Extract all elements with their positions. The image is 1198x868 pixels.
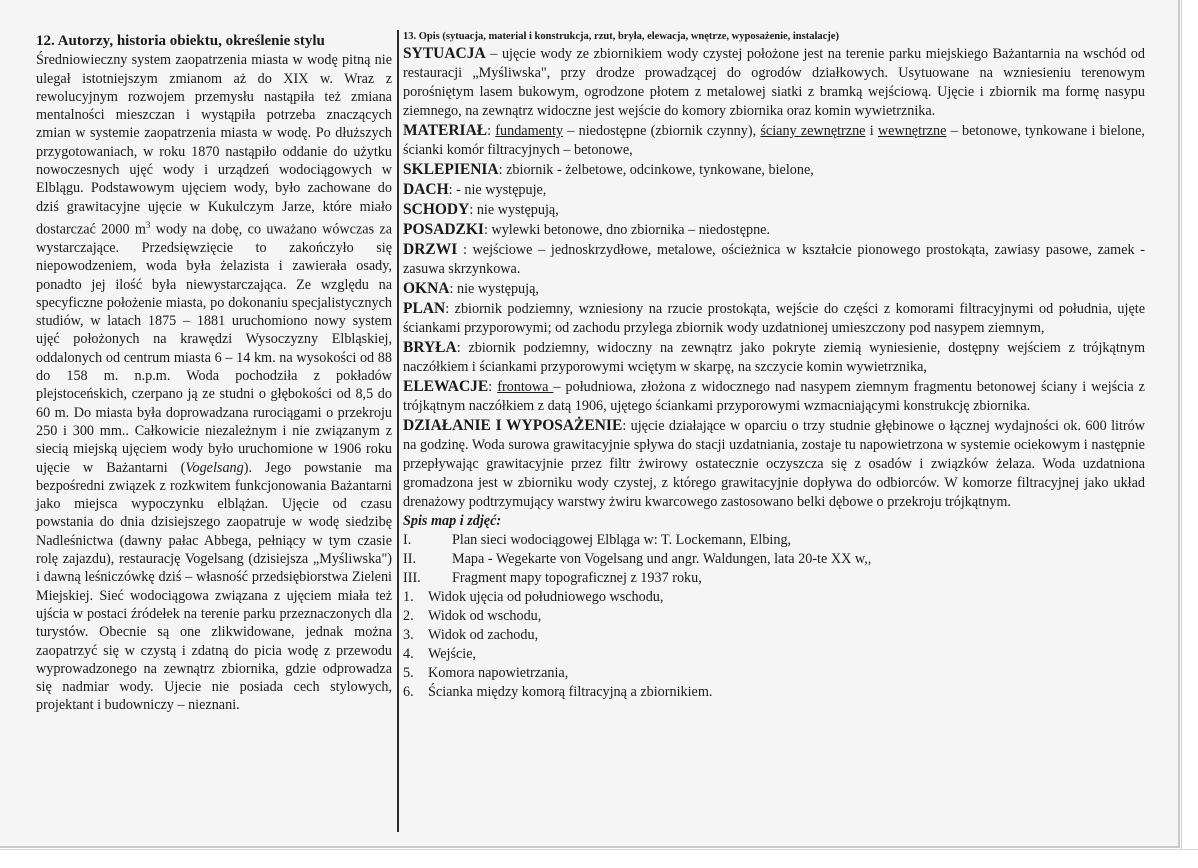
description-column <box>403 30 1145 702</box>
material-sciany-zewnetrzne: ściany zewnętrzne <box>760 123 866 139</box>
list-item <box>403 607 1145 626</box>
list-text: Plan sieci wodociągowej Elbląga w: T. Lockemann, Elbing, <box>452 532 792 548</box>
elewacje-frontowa: frontowa <box>497 379 554 395</box>
history-paragraph-part-2: wody na dobę, co uważano wówczas za wystarczające. Przedsięwzięcie to zakończyło się niepowodzeniem, woda była żelazista i zawierała osady, ponadto jej ilość była niewystarczająca. Ze względu na specyficzne położenie miasta, po dokonaniu specjalistycznych studiów, w latach 1875 – 1881 uruchomiono nowy system ujęć położonych na krawędzi Wysoczyzny Elbląskiej, oddalonych od centrum miasta 6 – 14 km. na wysokości od 88 do 158 m. n.p.m. Woda pochodziła z pokładów plejstoceńskich, czerpano ją ze studni o głębokości od 8,5 do 60 m. Do miasta była doprowadzana rurociągami o przekroju 250 i 300 mm.. Całkowicie niezależnym i nie związanym z siecią miejską ujęciem wody było uruchomione w 1906 roku ujęcie w Bażantarni ( <box>36 221 392 476</box>
list-text: Mapa - Wegekarte von Vogelsang und angr. Waldungen, lata 20-te XX w,, <box>452 551 872 567</box>
entry-material <box>403 121 1145 160</box>
entry-plan <box>403 299 1145 338</box>
list-number: 6. <box>403 684 414 700</box>
list-item <box>403 550 1145 569</box>
list-number: 2. <box>403 608 414 624</box>
label-dach: DACH <box>403 181 449 198</box>
material-text-1: – niedostępne (zbiornik czynny), <box>563 123 761 139</box>
list-item <box>403 588 1145 607</box>
scan-edge-right <box>1181 0 1198 867</box>
entry-sklepienia <box>403 160 1145 180</box>
text-okna: : nie występują, <box>449 281 539 297</box>
column-divider <box>397 30 399 832</box>
entry-bryla <box>403 338 1145 377</box>
material-text-3: – betonowe, tynkowane i bielone, ścianki komór filtracyjnych – betonowe, <box>403 123 1145 158</box>
entry-schody <box>403 200 1145 220</box>
list-number: III. <box>403 570 421 586</box>
list-text: Widok ujęcia od południowego wschodu, <box>428 589 664 605</box>
text-drzwi: : wejściowe – jednoskrzydłowe, metalowe, ościeżnica w kształcie pionowego prostokąta, zawiasy pasowe, zamek - zasuwa skrzynkowa. <box>403 242 1145 277</box>
list-text: Ścianka między komorą filtracyjną a zbiornikiem. <box>428 684 713 700</box>
text-plan: : zbiornik podziemny, wzniesiony na rzucie prostokąta, wejście do części z komorami filtracyjnymi od południa, ujęte ściankami przyporowymi; od zachodu przylega zbiornik wody uzdatnionej umieszczony pod nasypem ziemnym, <box>403 301 1145 336</box>
history-section-title: 12. Autorzy, historia obiektu, określenie stylu <box>36 33 325 49</box>
vogelsang-italic: Vogelsang <box>185 459 244 476</box>
text-posadzki: : wylewki betonowe, dno zbiornika – niedostępne. <box>483 222 771 238</box>
elewacje-separator: : <box>488 379 498 395</box>
text-schody: : nie występują, <box>469 202 559 218</box>
label-dzialanie: DZIAŁANIE I WYPOSAŻENIE <box>403 417 623 434</box>
label-drzwi: DRZWI <box>403 241 458 258</box>
photos-list <box>403 588 1145 702</box>
history-text <box>36 51 392 714</box>
list-text: Widok od wschodu, <box>428 608 542 624</box>
entry-elewacje <box>403 377 1145 416</box>
list-text: Komora napowietrzania, <box>428 665 569 681</box>
entry-okna <box>403 279 1145 299</box>
list-number: 4. <box>403 646 414 662</box>
scan-edge-bottom <box>0 849 1198 868</box>
label-elewacje: ELEWACJE <box>403 378 489 395</box>
list-text: Widok od zachodu, <box>428 627 539 643</box>
history-column <box>36 32 392 715</box>
spis-map-title: Spis map i zdjęć: <box>403 513 502 529</box>
material-wewnetrzne: wewnętrzne <box>877 123 947 139</box>
text-dach: : - nie występuje, <box>448 182 547 198</box>
text-sklepienia: : zbiornik - żelbetowe, odcinkowe, tynkowane, bielone, <box>498 162 814 178</box>
label-plan: PLAN <box>403 300 446 317</box>
label-material: MATERIAŁ <box>403 122 488 139</box>
material-text-2: i <box>865 123 878 139</box>
list-number: II. <box>403 551 416 567</box>
list-text: Wejście, <box>428 646 477 662</box>
entry-posadzki <box>403 220 1145 240</box>
cubic-superscript: 3 <box>145 219 151 230</box>
entry-dach <box>403 180 1145 200</box>
entry-drzwi <box>403 240 1145 279</box>
list-item <box>403 569 1145 588</box>
history-paragraph-part-1: Średniowieczny system zaopatrzenia miasta w wodę pitną nie ulegał istotniejszym zmianom aż do XIX w. Wraz z rewolucyjnym rozwojem przemysłu nastąpiła też zmiana mentalności mieszczan i wystąpiła potrzeba znaczących zmian w systemie zaopatrzenia miasta w wodę. Po dłuższych przygotowaniach, w roku 1870 nastąpiło oddanie do użytku nowoczesnych ujęć wody i urządzeń wodociągowych w Elblągu. Podstawowym ujęciem wody, było zachowane do dziś grawitacyjne ujęcie w Kukulczym Jarze, które miało dostarczać 2000 m <box>36 52 392 238</box>
text-bryla: : zbiornik podziemny, widoczny na zewnątrz jako pokryte ziemią wyniesienie, dostępny wejściem z trójkątnym naczółkiem i ściankami przyporowymi wciętym w skarpę, na szczycie komin wywietrznika, <box>403 340 1145 375</box>
list-item <box>403 683 1145 702</box>
maps-list <box>403 531 1145 588</box>
list-item <box>403 664 1145 683</box>
list-number: 3. <box>403 627 414 643</box>
text-dzialanie: : ujęcie działające w oparciu o trzy studnie głębinowe o łącznej wydajności ok. 600 litrów na godzinę. Woda surowa grawitacyjnie spływa do stacji uzdatniania, zostaje tu napowietrzona w systemie ociekowym i następnie przepływając grawitacyjnie przez filtr żwirowy ostatecznie oczyszcza się z osadów i związków żelaza. Woda uzdatniona gromadzona jest w zbiorniku wody czystej, z którego grawitacyjnie dopływa do odbiorców. W komorze filtracyjnej jako układ drenażowy podtrzymujący warstwy żwiru kwarcowego zastosowano belki dębowe o przekroju trójkątnym. <box>403 418 1145 510</box>
entry-sytuacja <box>403 44 1145 121</box>
label-sklepienia: SKLEPIENIA <box>403 161 499 178</box>
list-item <box>403 626 1145 645</box>
list-text: Fragment mapy topograficznej z 1937 roku, <box>452 570 702 586</box>
material-fundamenty: fundamenty <box>495 123 564 139</box>
label-sytuacja: SYTUACJA <box>403 45 486 62</box>
list-item <box>403 645 1145 664</box>
label-okna: OKNA <box>403 280 450 297</box>
label-schody: SCHODY <box>403 201 470 218</box>
entry-dzialanie <box>403 416 1145 512</box>
text-sytuacja: – ujęcie wody ze zbiornikiem wody czystej położone jest na terenie parku miejskiego Bażantarnia na wschód od restauracji „Myśliwska", przy drodze prowadzącej do ogrodów działkowych. Usytuowane na wzniesieniu terenowym porośniętym lasem bukowym, ogrodzone płotem z metalowej siatki z bramką wejściową. Ujęcie i zbiornik ma formę nasypu ziemnego, na zewnątrz widoczne jest wejście do komory zbiornika oraz komin wywietrznika. <box>403 46 1145 119</box>
list-number: 1. <box>403 589 414 605</box>
description-section-title: 13. Opis (sytuacja, materiał i konstrukcja, rzut, bryła, elewacja, wnętrze, wyposażenie, instalacje) <box>403 31 839 42</box>
label-bryla: BRYŁA <box>403 339 457 356</box>
list-number: I. <box>403 532 412 548</box>
history-paragraph-part-3: ). Jego powstanie ma bezpośredni związek z rozkwitem funkcjonowania Bażantarni jako miejsca wypoczynku elblążan. Ujęcie od czasu powstania do dnia dzisiejszego zaopatruje w wodę siedzibę Nadleśnictwa (dawny pałac Abbega, pełniący w tym czasie rolę zajazdu), restaurację Vogelsang (dzisiejsza „Myśliwska") i dawną leśniczówkę dziś – własność przedsiębiorstwa Zieleni Miejskiej. Sieć wodociągowa związana z ujęciem miała też ujścia w postaci źródełek na terenie parku przeznaczonych dla turystów. Obecnie są one zlikwidowane, jednak można zaopatrzyć się w czystą i zdatną do picia wodę z przewodu wyprowadzonego na zewnątrz zbiornika, gdzie odprowadza się nadmiar wody. Ujecie nie posiada cech stylowych, projektant i budowniczy – nieznani. <box>36 459 392 714</box>
list-item <box>403 531 1145 550</box>
label-posadzki: POSADZKI <box>403 221 484 238</box>
list-number: 5. <box>403 665 414 681</box>
text-elewacje: – południowa, złożona z widocznego nad nasypem ziemnym fragmentu betonowej ściany i wejścia z trójkątnym naczółkiem z datą 1906, ujętego ściankami przyporowymi wzmacniającymi konstrukcję zbiornika. <box>403 379 1145 414</box>
material-separator: : <box>487 123 496 139</box>
